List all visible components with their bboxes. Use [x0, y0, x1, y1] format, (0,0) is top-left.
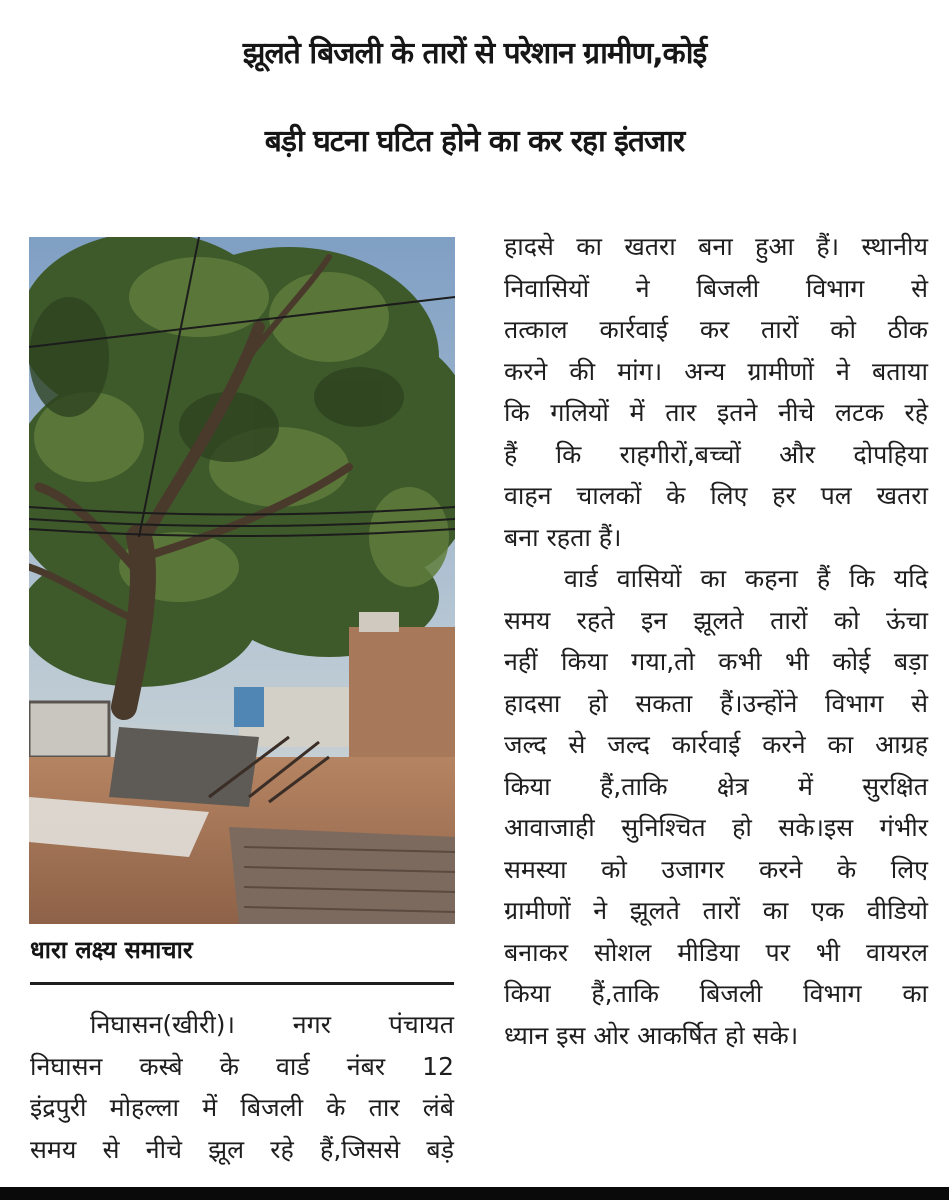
right-column-line: करने की मांग। अन्य ग्रामीणों ने बताया: [504, 356, 928, 386]
right-column-line: हादसा हो सकता हैं।उन्होंने विभाग से: [504, 688, 928, 718]
tree-with-power-lines-photo: [29, 237, 455, 924]
left-column-line: इंद्रपुरी मोहल्ला में बिजली के तार लंबे: [30, 1093, 454, 1122]
right-column-line: नहीं किया गया,तो कभी भी कोई बड़ा: [504, 647, 928, 676]
right-column-line: हादसे का खतरा बना हुआ हैं। स्थानीय: [504, 232, 928, 261]
headline-line-2: बड़ी घटना घटित होने का कर रहा इंतजार: [264, 124, 685, 159]
right-column-line: हैं कि राहगीरों,बच्चों और दोपहिया: [504, 439, 928, 469]
byline: धारा लक्ष्य समाचार: [30, 936, 193, 964]
right-column-line: किया हैं,ताकि क्षेत्र में सुरक्षित: [504, 771, 928, 801]
left-column-line: निघासन कस्बे के वार्ड नंबर 12: [30, 1051, 454, 1081]
divider: [30, 982, 454, 985]
right-column-line: आवाजाही सुनिश्चित हो सके।इस गंभीर: [504, 813, 928, 842]
right-column-line: बनाकर सोशल मीडिया पर भी वायरल: [504, 937, 928, 967]
right-column-line: तत्काल कार्रवाई कर तारों को ठीक: [504, 315, 928, 344]
left-column-line: निघासन(खीरी)। नगर पंचायत: [90, 1010, 454, 1039]
headline-line-1: झूलते बिजली के तारों से परेशान ग्रामीण,कोई: [242, 36, 707, 71]
right-column-line: कि गलियों में तार इतने नीचे लटक रहे: [504, 398, 928, 427]
left-column-line: समय से नीचे झूल रहे हैं,जिससे बड़े: [30, 1134, 454, 1164]
right-column-line: जल्द से जल्द कार्रवाई करने का आग्रह: [504, 730, 928, 759]
right-column-line: समस्या को उजागर करने के लिए: [504, 854, 928, 884]
right-column-line: वार्ड वासियों का कहना हैं कि यदि: [564, 564, 928, 593]
news-photo: [29, 237, 455, 924]
headline: [0, 10, 949, 186]
bottom-border: [0, 1187, 949, 1200]
right-column: [504, 226, 928, 1056]
right-column-line: समय रहते इन झूलते तारों को ऊंचा: [504, 605, 928, 635]
right-column-line: ग्रामीणों ने झूलते तारों का एक वीडियो: [504, 896, 928, 925]
right-column-line: किया हैं,ताकि बिजली विभाग का: [504, 979, 928, 1008]
right-column-line: निवासियों ने बिजली विभाग से: [504, 273, 928, 303]
right-column-line: वाहन चालकों के लिए हर पल खतरा: [504, 481, 928, 510]
right-column-line: बना रहता हैं।: [504, 522, 622, 552]
left-column: [30, 1004, 454, 1170]
right-column-line: ध्यान इस ओर आकर्षित हो सके।: [504, 1020, 799, 1050]
